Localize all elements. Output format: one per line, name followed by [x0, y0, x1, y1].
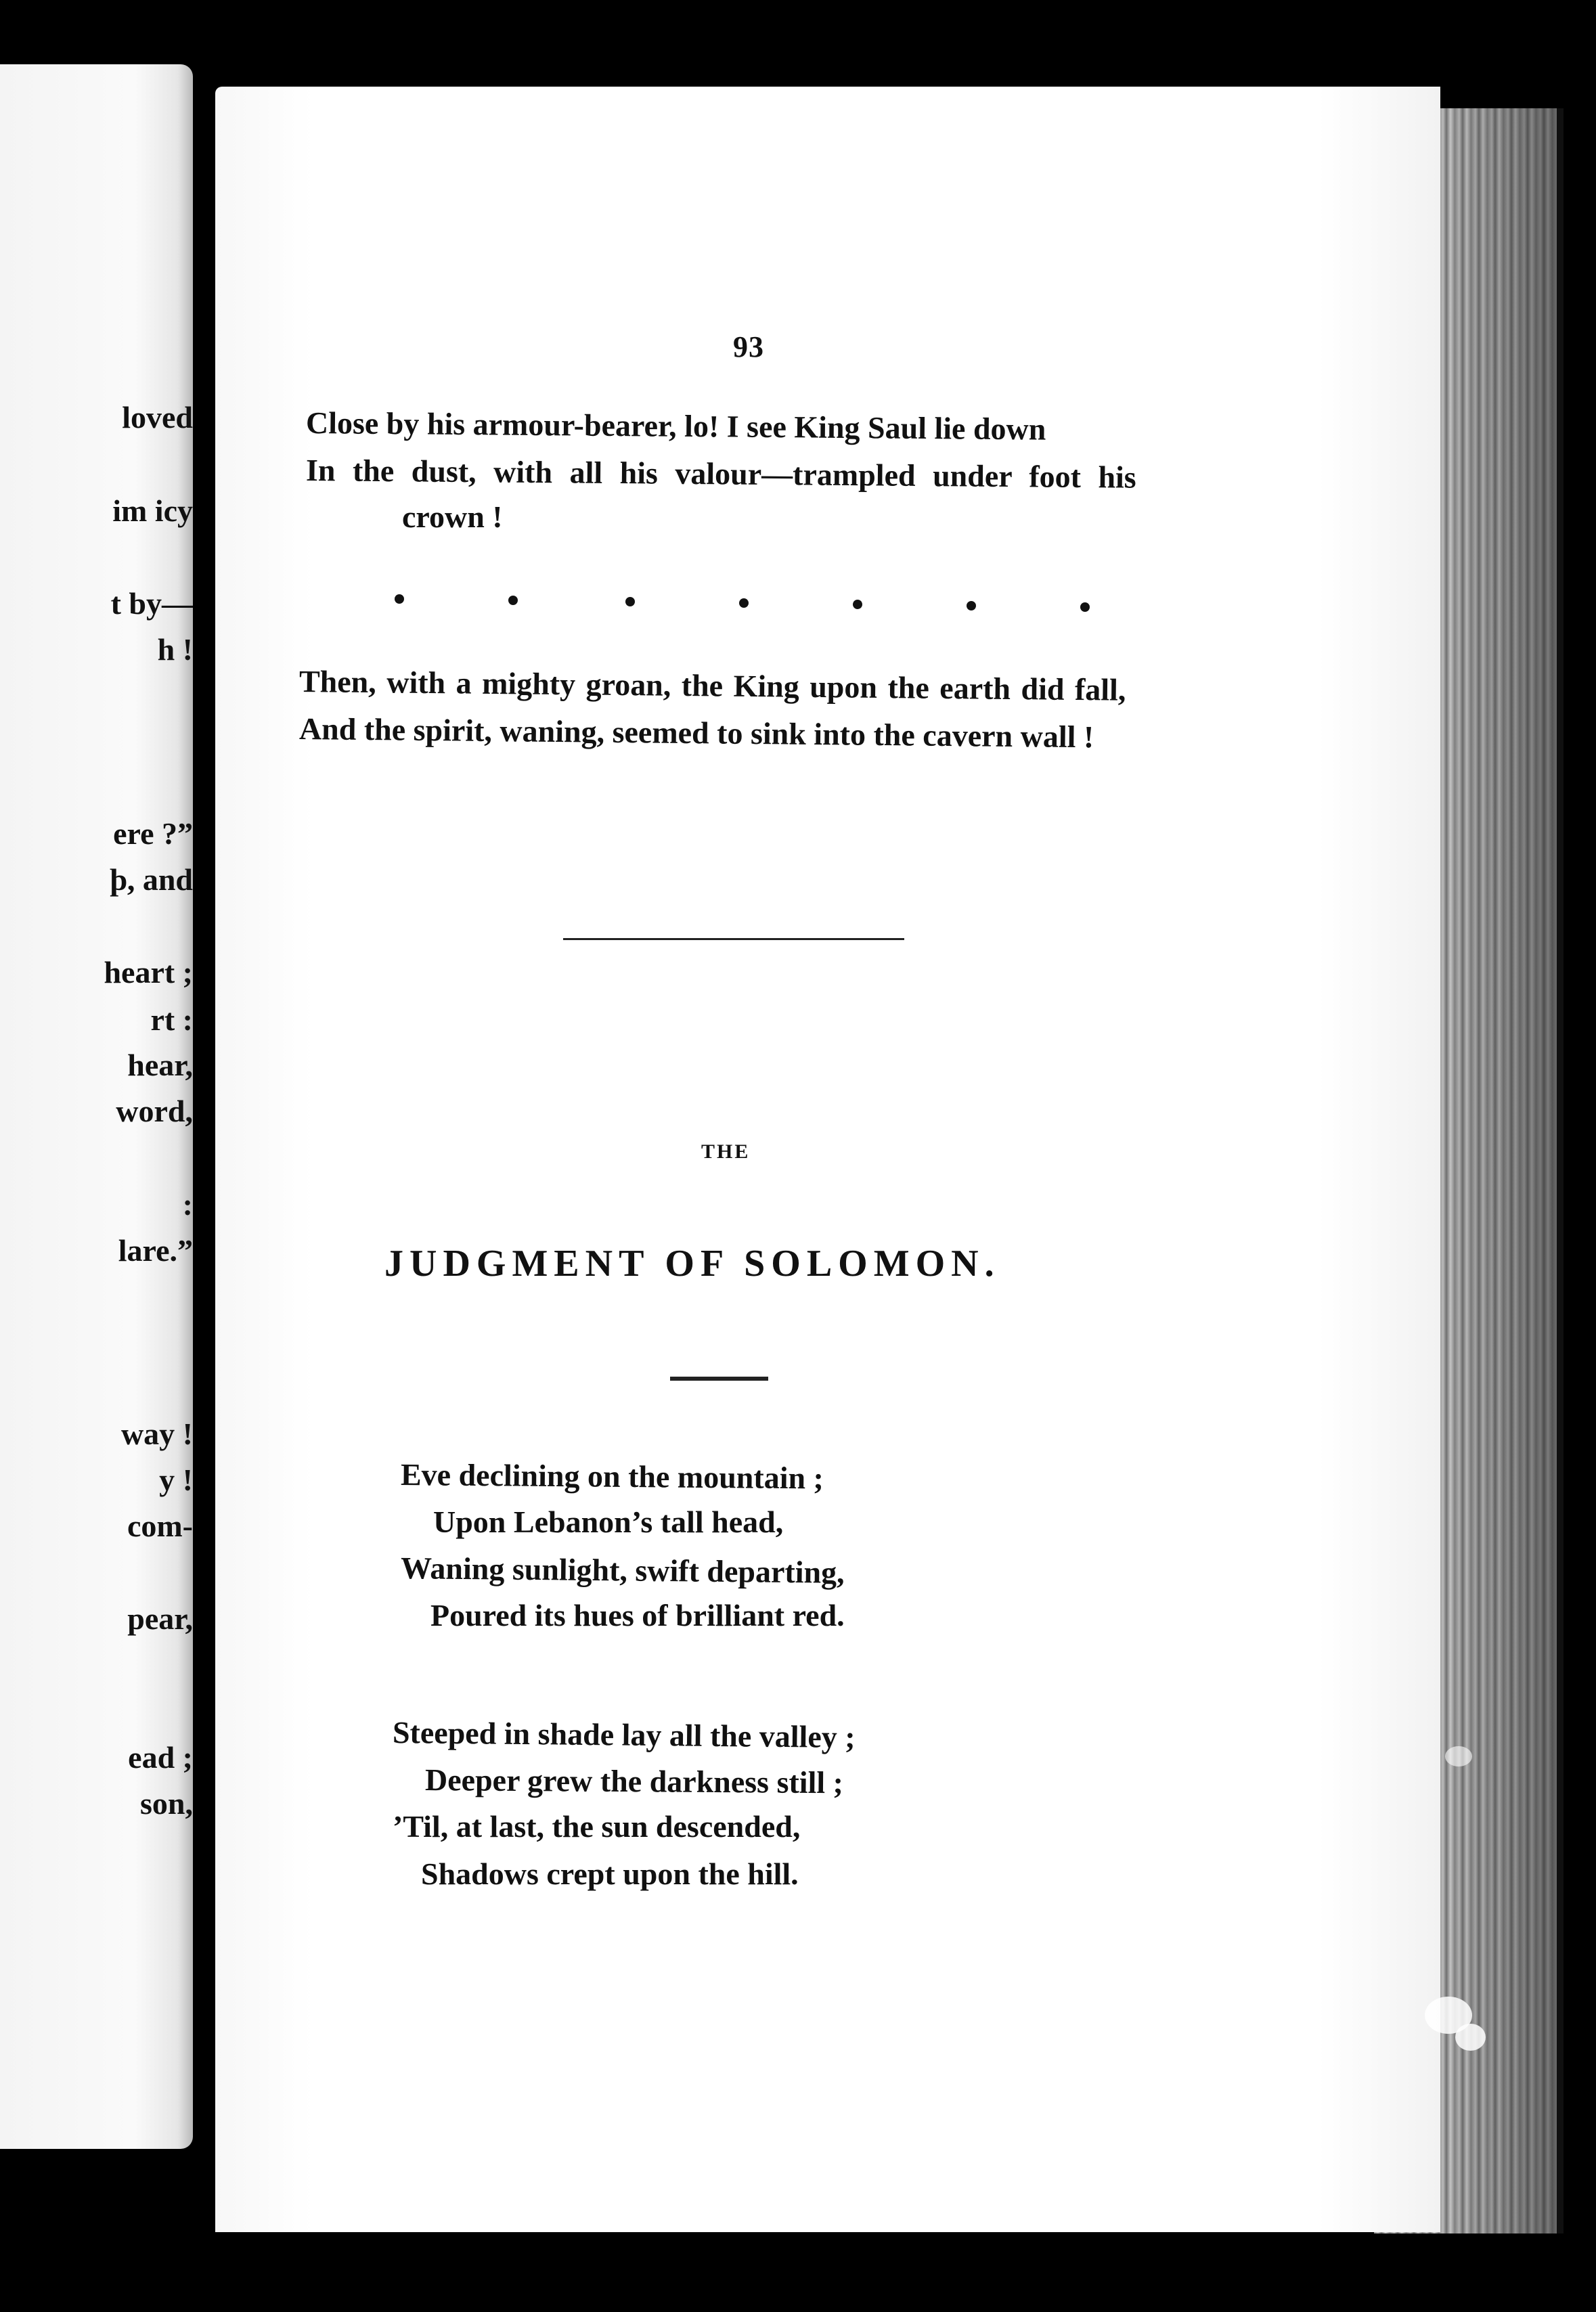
left-fragment-13: way ! — [120, 1417, 193, 1451]
book-edge-shadow — [1428, 108, 1564, 2233]
poem-line-7: ’Til, at last, the sun descended, — [393, 1809, 801, 1844]
ellipsis-dot — [395, 594, 404, 604]
left-fragment-1: loved — [122, 400, 193, 435]
left-fragment-9: hear, — [127, 1048, 193, 1082]
closing-line-1: Then, with a mighty groan, the King upon the earth did fall, — [298, 664, 1126, 707]
ellipsis-dots — [376, 587, 1093, 615]
title-underline-rule — [670, 1377, 768, 1381]
poem-title: JUDGMENT OF SOLOMON. — [384, 1243, 1000, 1285]
ellipsis-dot — [508, 596, 518, 605]
ellipsis-dot — [1080, 602, 1090, 612]
poem-line-4: Poured its hues of brilliant red. — [430, 1598, 845, 1632]
poem-line-5: Steeped in shade lay all the valley ; — [392, 1715, 856, 1755]
ellipsis-dot — [853, 600, 862, 609]
verse-line-3: crown ! — [402, 499, 503, 534]
left-fragment-18: son, — [140, 1786, 193, 1821]
left-fragment-2: im icy — [112, 493, 193, 528]
section-divider-rule — [563, 938, 904, 940]
poem-line-8: Shadows crept upon the hill. — [421, 1857, 799, 1891]
verse-line-1: Close by his armour-bearer, lo! I see King Saul lie down — [305, 405, 1046, 447]
heading-the: THE — [701, 1140, 751, 1163]
verse-line-2: In the dust, with all his valour—trampled under foot his — [305, 453, 1136, 495]
left-fragment-7: heart ; — [104, 955, 193, 990]
scan-speck — [1445, 1746, 1472, 1766]
scan-speck — [1455, 2024, 1486, 2051]
left-fragment-8: rt : — [150, 1002, 193, 1037]
ellipsis-dot — [967, 601, 976, 610]
left-fragment-17: ead ; — [128, 1740, 193, 1775]
left-fragment-10: word, — [116, 1094, 193, 1128]
poem-line-3: Waning sunlight, swift departing, — [400, 1551, 845, 1590]
previous-page-fragment — [0, 64, 193, 2149]
closing-line-2: And the spirit, waning, seemed to sink into the cavern wall ! — [298, 711, 1094, 755]
left-fragment-6: þ, and — [110, 862, 193, 897]
left-fragment-12: lare.” — [118, 1233, 193, 1268]
left-fragment-14: y ! — [159, 1463, 193, 1497]
left-fragment-11: : — [182, 1187, 193, 1222]
page-number: 93 — [733, 330, 764, 363]
left-fragment-5: ere ?” — [113, 816, 193, 851]
left-fragment-3: t by— — [110, 586, 193, 621]
ellipsis-dot — [739, 598, 749, 608]
poem-line-6: Deeper grew the darkness still ; — [424, 1762, 844, 1800]
ellipsis-dot — [625, 597, 635, 606]
poem-line-2: Upon Lebanon’s tall head, — [433, 1505, 784, 1539]
left-fragment-16: pear, — [127, 1601, 193, 1636]
left-fragment-15: com- — [127, 1509, 193, 1543]
left-fragment-4: h ! — [157, 632, 193, 667]
poem-line-1: Eve declining on the mountain ; — [400, 1457, 824, 1496]
